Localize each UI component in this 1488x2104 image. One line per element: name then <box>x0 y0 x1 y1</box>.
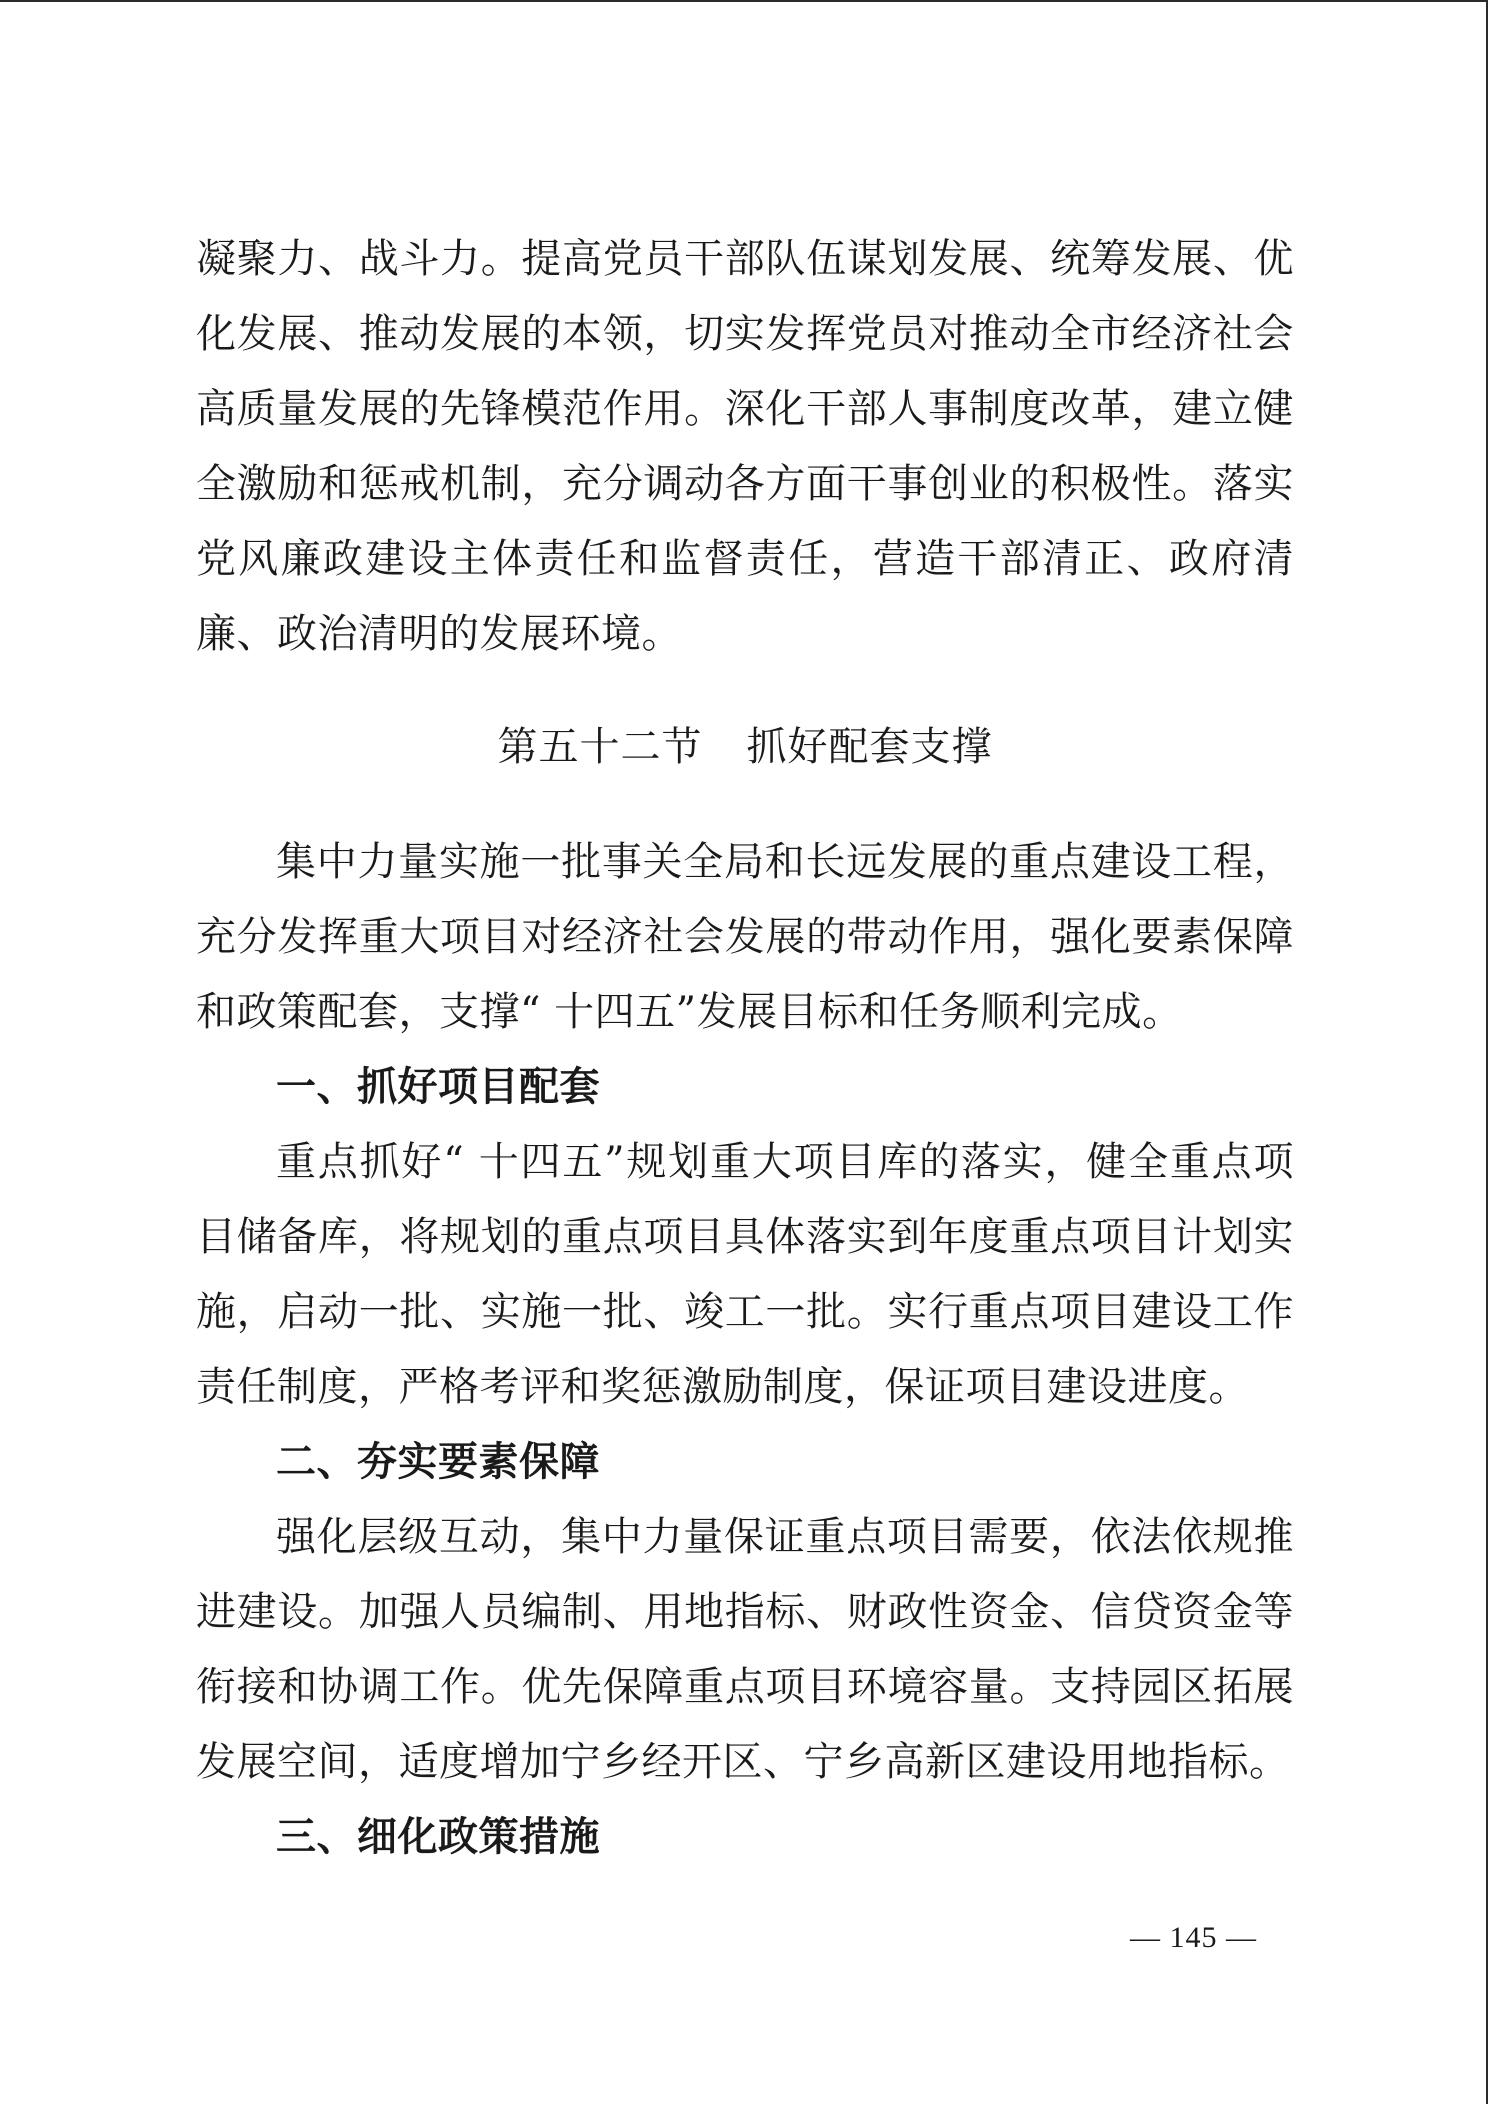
page-number: — 145 — <box>1130 1921 1257 1954</box>
section-title: 抓好配套支撑 <box>746 724 993 770</box>
section-number: 第五十二节 <box>497 724 703 770</box>
subsection-body-1: 重点抓好“ 十四五”规划重大项目库的落实，健全重点项目储备库，将规划的重点项目具体落实到年度重点项目计划实施，启动一批、实施一批、竣工一批。实行重点项目建设工作责任制度，严格考评和奖惩激励制度，保证项目建设进度。 <box>196 1139 1294 1410</box>
intro-paragraph: 凝聚力、战斗力。提高党员干部队伍谋划发展、统筹发展、优化发展、推动发展的本领，切实发挥党员对推动全市经济社会高质量发展的先锋模范作用。深化干部人事制度改革，建立健全激励和惩戒机制，充分调动各方面干事创业的积极性。落实党风廉政建设主体责任和监督责任，营造干部清正、政府清廉、政治清明的发展环境。 <box>196 236 1294 657</box>
subsection-heading-2: 二、夯实要素保障 <box>276 1439 600 1485</box>
section-body <box>196 825 1294 1875</box>
subsection-heading-3: 三、细化政策措施 <box>276 1814 600 1860</box>
page-top-border <box>0 0 1488 2</box>
subsection-body-2: 强化层级互动，集中力量保证重点项目需要，依法依规推进建设。加强人员编制、用地指标、财政性资金、信贷资金等衔接和协调工作。优先保障重点项目环境容量。支持园区拓展发展空间，适度增加宁乡经开区、宁乡高新区建设用地指标。 <box>196 1514 1294 1785</box>
section-heading <box>196 710 1294 785</box>
subsection-heading-1: 一、抓好项目配套 <box>276 1064 600 1110</box>
section-intro-paragraph: 集中力量实施一批事关全局和长远发展的重点建设工程，充分发挥重大项目对经济社会发展的带动作用，强化要素保障和政策配套，支撑“ 十四五”发展目标和任务顺利完成。 <box>196 839 1294 1035</box>
